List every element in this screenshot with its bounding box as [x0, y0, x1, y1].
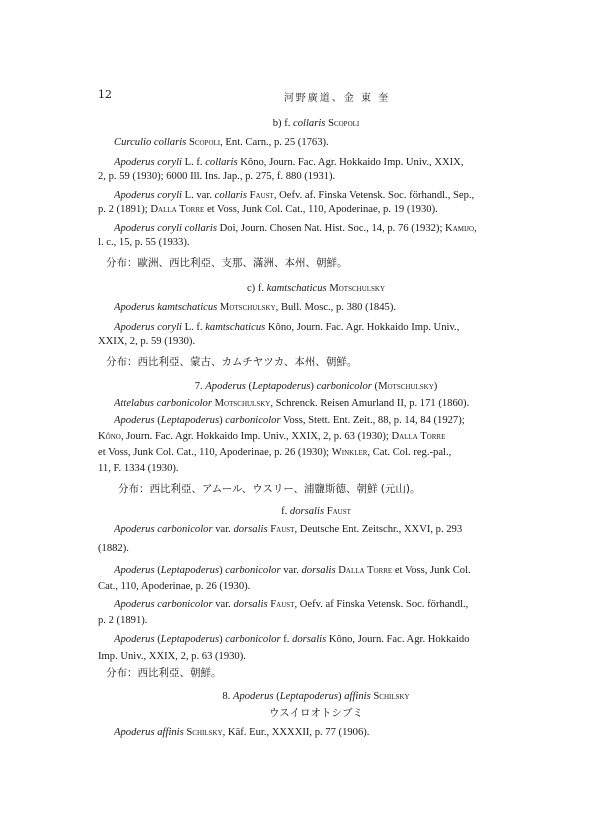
text-run: L. var.: [181, 190, 215, 201]
text-run: , Oefv. af Finska Vetensk. Soc. förhandl.,: [294, 599, 469, 610]
small-caps-text: Motschulsky: [378, 381, 434, 392]
text-run: Doi, Journ. Chosen Nat. Hist. Soc., 14, p. 76 (1932);: [216, 223, 446, 234]
text-run: L. f.: [181, 157, 206, 168]
synonym-line: [114, 156, 510, 169]
italic-text: Apoderus coryli: [114, 190, 182, 201]
synonym-line: [98, 170, 510, 183]
italic-text: dorsalis: [233, 524, 268, 535]
text-run: (: [371, 381, 379, 392]
italic-text: collaris: [205, 157, 238, 168]
italic-text: carbonicolor: [225, 565, 281, 576]
small-caps-text: Dalla Torre: [335, 565, 393, 576]
synonym-line: [98, 542, 510, 555]
italic-text: Apoderus kamtschaticus: [114, 302, 218, 313]
text-run: XXIX, 2, p. 59 (1930).: [98, 336, 196, 347]
running-header: 河野廣道、金 東 奎: [283, 93, 391, 104]
synonym-line: [114, 397, 510, 410]
small-caps-text: Faust: [267, 524, 295, 535]
text-run: ): [219, 565, 226, 576]
text-run: c) f.: [246, 283, 267, 294]
synonym-line: [98, 580, 510, 593]
small-caps-text: Kamijo: [445, 223, 475, 234]
synonym-line: [114, 301, 510, 314]
text-run: ): [338, 691, 345, 702]
italic-text: Leptapoderus: [279, 691, 339, 702]
text-run: 分布：歐洲、西比利亞、支那、滿洲、本州、朝鮮。: [106, 257, 348, 269]
synonym-line: [98, 614, 510, 627]
species-heading: [110, 690, 522, 703]
italic-text: dorsalis: [292, 634, 327, 645]
text-run: (1882).: [98, 543, 129, 554]
italic-text: collaris: [293, 118, 326, 129]
text-run: ,: [474, 223, 477, 234]
synonym-line: [114, 633, 510, 646]
synonym-line: [114, 598, 510, 611]
text-run: b) f.: [272, 118, 294, 129]
text-run: , Schrenck. Reisen Amurland II, p. 171 (1860).: [270, 398, 470, 409]
synonym-line: [98, 203, 510, 216]
synonym-line: [114, 136, 510, 149]
text-run: , Journ. Fac. Agr. Hokkaido Imp. Univ., XXIX, 2, p. 63 (1930);: [120, 431, 392, 442]
text-run: var.: [212, 599, 234, 610]
text-run: 分布：西比利亞、朝鮮。: [106, 667, 222, 679]
text-run: , Ent. Carn., p. 25 (1763).: [220, 137, 329, 148]
synonym-line: [114, 726, 510, 739]
italic-text: dorsalis: [233, 599, 268, 610]
italic-text: Apoderus coryli: [114, 157, 182, 168]
text-run: p. 2 (1891).: [98, 615, 148, 626]
italic-text: Apoderus coryli: [114, 322, 182, 333]
small-caps-text: Motschulsky: [326, 283, 386, 294]
synonym-line: [98, 446, 510, 459]
text-run: 分布：西比利亞、蒙古、カムチヤツカ、本州、朝鮮。: [106, 356, 358, 368]
text-run: (: [273, 691, 280, 702]
synonym-line: [98, 236, 510, 249]
text-run: et Voss, Junk Col. Cat., 110, Apoderinae, p. 26 (1930);: [98, 447, 332, 458]
italic-text: collaris: [214, 190, 247, 201]
synonym-line: [114, 189, 510, 202]
text-run: var.: [280, 565, 302, 576]
italic-text: Apoderus: [114, 415, 155, 426]
page-number: 12: [98, 88, 112, 101]
italic-text: Apoderus carbonicolor: [114, 599, 213, 610]
italic-text: Leptapoderus: [160, 415, 220, 426]
small-caps-text: Dalla Torre: [391, 431, 446, 442]
distribution-line: [118, 483, 530, 496]
text-run: 2, p. 59 (1930); 6000 Ill. Ins. Jap., p. 275, f. 880 (1931).: [98, 171, 336, 182]
text-run: var.: [212, 524, 234, 535]
subspecies-heading: [110, 117, 522, 130]
text-run: (: [154, 634, 161, 645]
small-caps-text: Faust: [324, 506, 351, 517]
italic-text: dorsalis: [289, 506, 325, 517]
synonym-line: [98, 335, 510, 348]
text-run: L. f.: [181, 322, 206, 333]
italic-text: Attelabus carbonicolor: [114, 398, 212, 409]
small-caps-text: Scopoli: [325, 118, 360, 129]
italic-text: kamtschaticus: [205, 322, 266, 333]
text-run: p. 2 (1891);: [98, 204, 151, 215]
italic-text: Apoderus: [114, 565, 155, 576]
text-run: et Voss, Junk Col. Cat., 110, Apoderinae, p. 19 (1930).: [204, 204, 438, 215]
small-caps-text: Motschulsky: [211, 398, 271, 409]
japanese-name: [110, 707, 522, 720]
distribution-line: [106, 356, 518, 369]
text-run: f.: [280, 634, 293, 645]
text-run: (: [154, 415, 161, 426]
text-run: , Deutsche Ent. Zeitschr., XXVI, p. 293: [294, 524, 463, 535]
text-run: ウスイロオトシブミ: [269, 707, 363, 719]
small-caps-text: Schilsky: [183, 727, 223, 738]
italic-text: carbonicolor: [225, 634, 281, 645]
synonym-line: [114, 564, 510, 577]
text-run: Imp. Univ., XXIX, 2, p. 63 (1930).: [98, 651, 246, 662]
small-caps-text: Kôno: [98, 431, 121, 442]
small-caps-text: Winkler: [331, 447, 368, 458]
italic-text: Apoderus: [205, 381, 246, 392]
text-run: 8.: [222, 691, 233, 702]
italic-text: kamtschaticus: [266, 283, 327, 294]
text-run: (: [154, 565, 161, 576]
text-run: ): [433, 381, 438, 392]
small-caps-text: Motschulsky: [217, 302, 276, 313]
form-heading: [110, 505, 522, 518]
text-run: (: [245, 381, 253, 392]
text-run: , Käf. Eur., XXXXII, p. 77 (1906).: [222, 727, 370, 738]
italic-text: affinis: [344, 691, 371, 702]
text-run: , Cat. Col. reg.-pal.,: [367, 447, 452, 458]
italic-text: carbonicolor: [225, 415, 281, 426]
italic-text: Apoderus affinis: [114, 727, 184, 738]
text-run: ): [310, 381, 317, 392]
small-caps-text: Schilsky: [370, 691, 410, 702]
distribution-line: [106, 257, 518, 270]
small-caps-text: Faust: [267, 599, 295, 610]
italic-text: Leptapoderus: [160, 565, 220, 576]
italic-text: Apoderus coryli collaris: [114, 223, 217, 234]
text-run: Kôno, Journ. Fac. Agr. Hokkaido: [326, 634, 470, 645]
distribution-line: [106, 667, 518, 680]
text-run: et Voss, Junk Col.: [392, 565, 471, 576]
small-caps-text: Dalla Torre: [150, 204, 205, 215]
text-run: , Oefv. af. Finska Vetensk. Soc. förhandl., Sep.,: [273, 190, 475, 201]
italic-text: Apoderus: [232, 691, 274, 702]
text-run: l. c., 15, p. 55 (1933).: [98, 237, 190, 248]
synonym-line: [98, 462, 510, 475]
text-run: ): [219, 634, 226, 645]
italic-text: Apoderus: [114, 634, 155, 645]
italic-text: Curculio collaris: [114, 137, 187, 148]
small-caps-text: Faust: [247, 190, 274, 201]
synonym-line: [114, 523, 510, 536]
text-run: Cat., 110, Apoderinae, p. 26 (1930).: [98, 581, 251, 592]
italic-text: carbonicolor: [316, 381, 372, 392]
text-run: 分布：西比利亞、アムール、ウスリー、浦鹽斯德、朝鮮 (元山)。: [118, 483, 421, 495]
subspecies-heading: [110, 282, 522, 295]
synonym-line: [114, 222, 510, 235]
synonym-line: [114, 321, 510, 334]
text-run: Kôno, Journ. Fac. Agr. Hokkaido Imp. Univ.,: [265, 322, 460, 333]
text-run: Kôno, Journ. Fac. Agr. Hokkaido Imp. Univ., XXIX,: [237, 157, 464, 168]
species-heading: [110, 380, 522, 393]
italic-text: dorsalis: [301, 565, 336, 576]
text-run: Voss, Stett. Ent. Zeit., 88, p. 14, 84 (1927);: [280, 415, 465, 426]
synonym-line: [98, 650, 510, 663]
synonym-line: [98, 430, 510, 443]
text-run: , Bull. Mosc., p. 380 (1845).: [275, 302, 396, 313]
synonym-line: [114, 414, 510, 427]
text-run: ): [219, 415, 226, 426]
italic-text: Leptapoderus: [252, 381, 311, 392]
text-run: 11, F. 1334 (1930).: [98, 463, 179, 474]
text-run: f.: [281, 506, 290, 517]
small-caps-text: Scopoli: [186, 137, 221, 148]
text-run: 7.: [194, 381, 206, 392]
italic-text: Apoderus carbonicolor: [114, 524, 213, 535]
italic-text: Leptapoderus: [160, 634, 220, 645]
